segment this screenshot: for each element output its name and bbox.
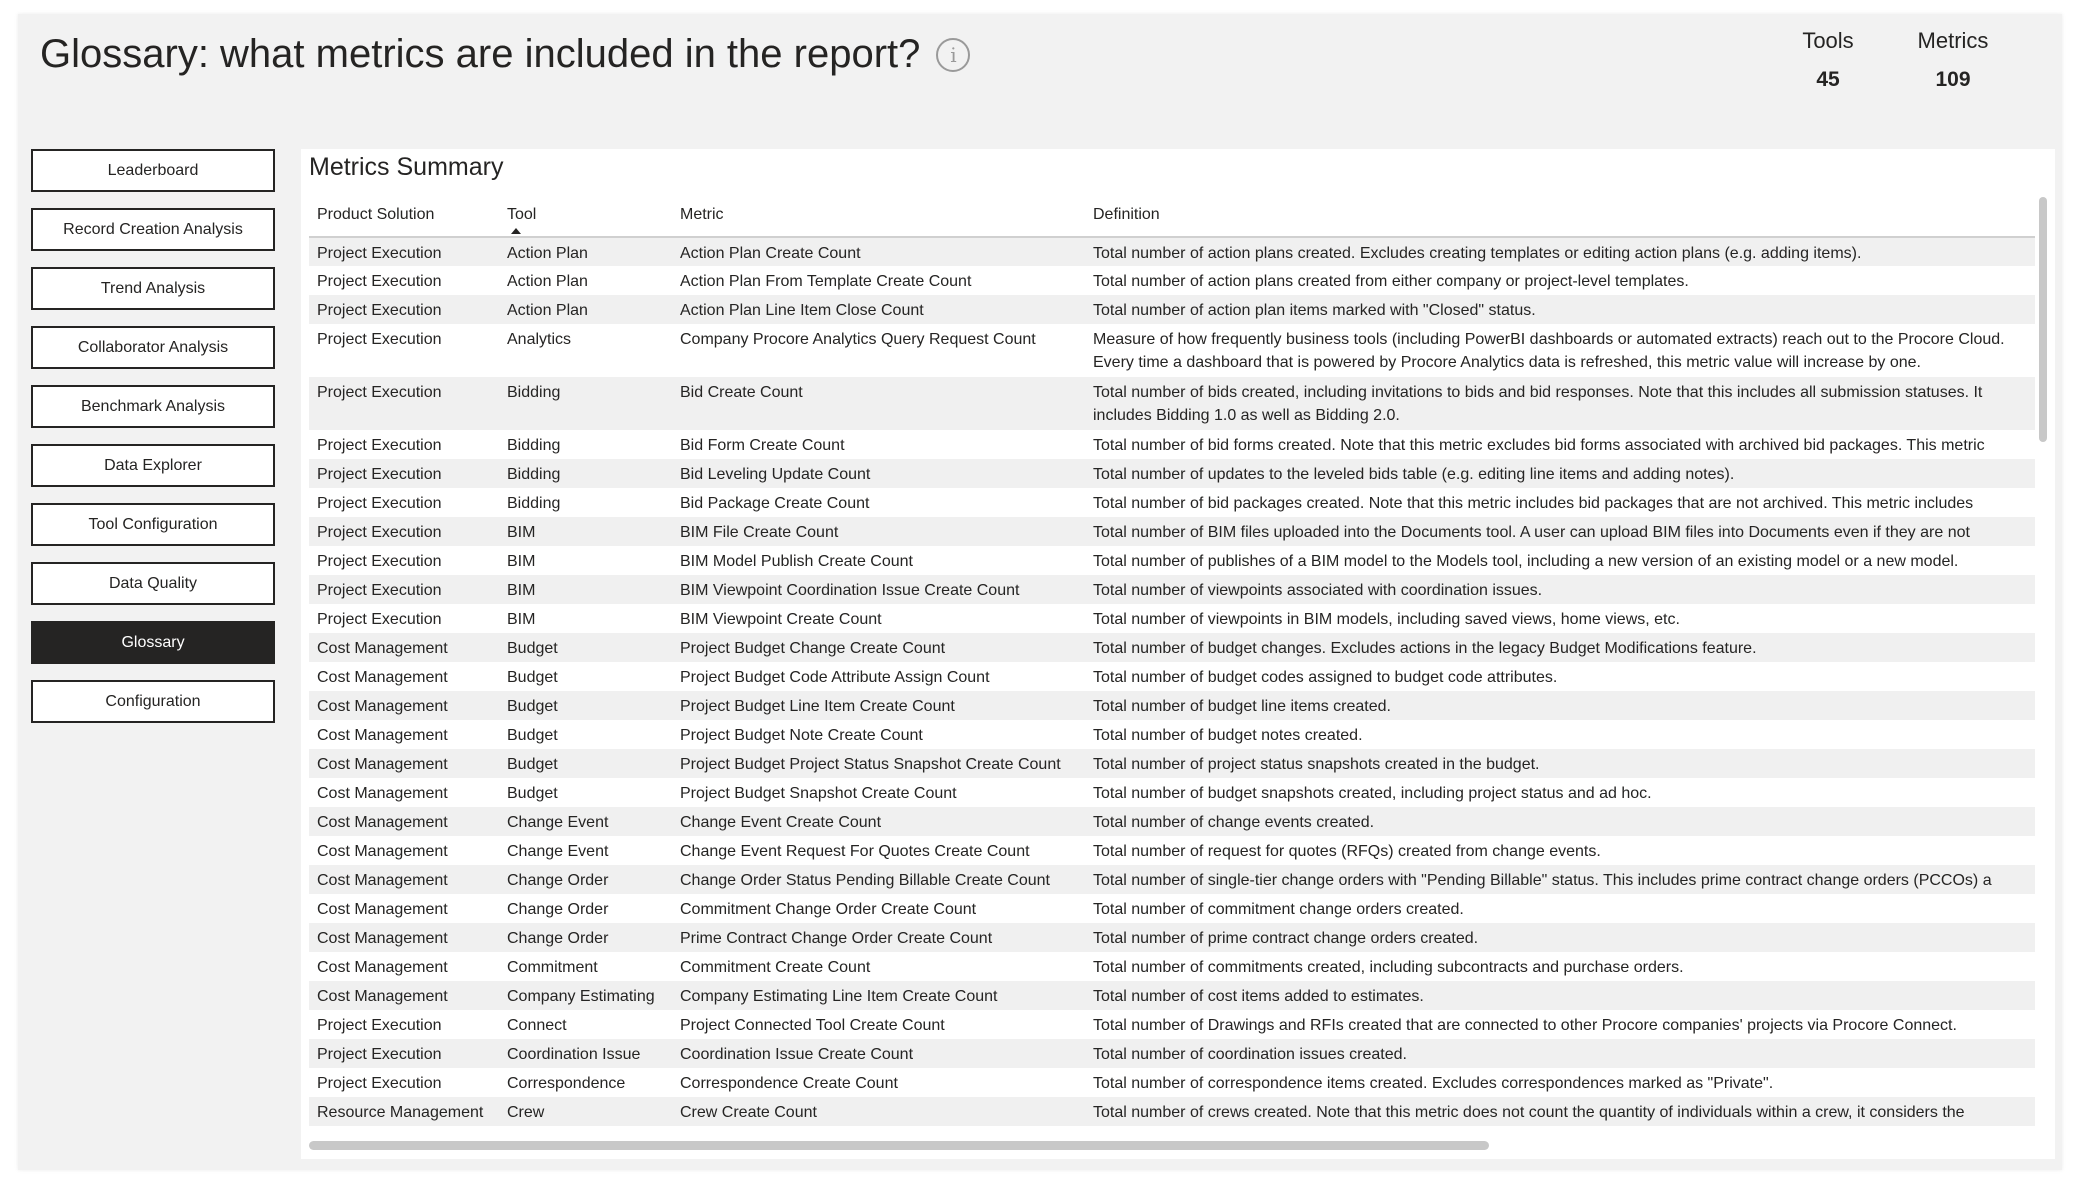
cell-product-solution: Project Execution bbox=[309, 488, 499, 517]
cell-definition bbox=[1085, 691, 2035, 720]
column-header-definition[interactable]: Definition bbox=[1085, 194, 2035, 237]
cell-product-solution: Project Execution bbox=[309, 517, 499, 546]
cell-metric: Action Plan Create Count bbox=[672, 237, 1085, 266]
report-canvas bbox=[18, 14, 2062, 1170]
cell-product-solution: Project Execution bbox=[309, 377, 499, 430]
definition-text: Total number of viewpoints associated with coordination issues. bbox=[1093, 582, 1543, 599]
definition-text: Total number of change events created. bbox=[1093, 814, 1375, 831]
cell-product-solution: Project Execution bbox=[309, 266, 499, 295]
nav-button-trend-analysis[interactable]: Trend Analysis bbox=[31, 267, 275, 310]
cell-tool: Coordination Issue bbox=[499, 1039, 672, 1068]
definition-text: Total number of bid packages created. Note that this metric includes bid packages that are not archived. This metric includes bbox=[1093, 495, 1974, 512]
table-row[interactable] bbox=[309, 430, 2035, 459]
sort-ascending-icon bbox=[511, 228, 521, 234]
metrics-table bbox=[309, 194, 2035, 1126]
page-title-text: Glossary: what metrics are included in the report? bbox=[40, 32, 921, 76]
table-row[interactable] bbox=[309, 237, 2035, 266]
cell-metric: Bid Form Create Count bbox=[672, 430, 1085, 459]
horizontal-scrollbar-thumb[interactable] bbox=[309, 1141, 1489, 1150]
cell-metric: Crew Create Count bbox=[672, 1097, 1085, 1126]
definition-text: Total number of budget line items created. bbox=[1093, 698, 1391, 715]
kpi-metrics-card bbox=[1898, 28, 2008, 92]
info-icon[interactable]: i bbox=[936, 38, 970, 72]
column-header-metric[interactable]: Metric bbox=[672, 194, 1085, 237]
cell-product-solution: Project Execution bbox=[309, 1068, 499, 1097]
cell-definition bbox=[1085, 720, 2035, 749]
horizontal-scrollbar[interactable] bbox=[309, 1139, 2035, 1151]
cell-definition bbox=[1085, 575, 2035, 604]
definition-text: Total number of prime contract change orders created. bbox=[1093, 930, 1479, 947]
cell-tool: Bidding bbox=[499, 377, 672, 430]
cell-tool: Connect bbox=[499, 1010, 672, 1039]
cell-metric: Project Connected Tool Create Count bbox=[672, 1010, 1085, 1039]
cell-product-solution: Cost Management bbox=[309, 778, 499, 807]
definition-text: Total number of crews created. Note that this metric does not count the quantity of individuals within a crew, it considers the bbox=[1093, 1104, 1965, 1121]
cell-definition bbox=[1085, 865, 2035, 894]
table-row[interactable] bbox=[309, 517, 2035, 546]
table-row[interactable] bbox=[309, 749, 2035, 778]
cell-metric: BIM Model Publish Create Count bbox=[672, 546, 1085, 575]
cell-definition bbox=[1085, 546, 2035, 575]
cell-product-solution: Project Execution bbox=[309, 459, 499, 488]
table-body bbox=[309, 237, 2035, 1126]
table-row[interactable] bbox=[309, 459, 2035, 488]
cell-metric: Project Budget Project Status Snapshot Create Count bbox=[672, 749, 1085, 778]
cell-metric: Commitment Change Order Create Count bbox=[672, 894, 1085, 923]
nav-button-data-explorer[interactable]: Data Explorer bbox=[31, 444, 275, 487]
cell-tool: Change Order bbox=[499, 923, 672, 952]
cell-metric: Coordination Issue Create Count bbox=[672, 1039, 1085, 1068]
cell-tool: Correspondence bbox=[499, 1068, 672, 1097]
cell-metric: Change Order Status Pending Billable Create Count bbox=[672, 865, 1085, 894]
cell-tool: Bidding bbox=[499, 488, 672, 517]
table-row[interactable] bbox=[309, 295, 2035, 324]
definition-text: Measure of how frequently business tools (including PowerBI dashboards or automated extracts) reach out to the Procore Cloud. Every time a dashboard that is powered by Procore Analytics data is refreshed, this metric value will increase by one. bbox=[1093, 331, 2005, 371]
definition-text: Total number of budget snapshots created, including project status and ad hoc. bbox=[1093, 785, 1652, 802]
definition-text: Total number of commitments created, including subcontracts and purchase orders. bbox=[1093, 959, 1684, 976]
cell-tool: Budget bbox=[499, 778, 672, 807]
cell-product-solution: Cost Management bbox=[309, 720, 499, 749]
cell-definition bbox=[1085, 266, 2035, 295]
table-header-row bbox=[309, 194, 2035, 237]
definition-text: Total number of project status snapshots created in the budget. bbox=[1093, 756, 1540, 773]
definition-text: Total number of Drawings and RFIs created that are connected to other Procore companies' projects via Procore Connect. bbox=[1093, 1017, 1957, 1034]
cell-metric: Change Event Request For Quotes Create Count bbox=[672, 836, 1085, 865]
kpi-tools-label: Tools bbox=[1802, 28, 1854, 53]
cell-definition bbox=[1085, 324, 2035, 377]
definition-text: Total number of bids created, including invitations to bids and bid responses. Note that this includes all submission statuses. It includes Bidding 1.0 as well as Bidding 2.0. bbox=[1093, 384, 1983, 424]
cell-tool: Budget bbox=[499, 662, 672, 691]
table-row[interactable] bbox=[309, 575, 2035, 604]
definition-text: Total number of action plans created. Excludes creating templates or editing action plans (e.g. adding items). bbox=[1093, 245, 1862, 262]
cell-tool: BIM bbox=[499, 517, 672, 546]
table-row[interactable] bbox=[309, 981, 2035, 1010]
cell-tool: Budget bbox=[499, 691, 672, 720]
column-header-product-solution[interactable]: Product Solution bbox=[309, 194, 499, 237]
cell-product-solution: Project Execution bbox=[309, 295, 499, 324]
cell-definition bbox=[1085, 836, 2035, 865]
table-row[interactable] bbox=[309, 836, 2035, 865]
cell-metric: Correspondence Create Count bbox=[672, 1068, 1085, 1097]
table-row[interactable] bbox=[309, 633, 2035, 662]
cell-product-solution: Project Execution bbox=[309, 1039, 499, 1068]
definition-text: Total number of publishes of a BIM model to the Models tool, including a new version of an existing model or a new model. bbox=[1093, 553, 1959, 570]
cell-definition bbox=[1085, 459, 2035, 488]
definition-text: Total number of bid forms created. Note that this metric excludes bid forms associated with archived bid packages. This metric bbox=[1093, 437, 1985, 454]
cell-definition bbox=[1085, 517, 2035, 546]
cell-metric: BIM Viewpoint Create Count bbox=[672, 604, 1085, 633]
table-row[interactable] bbox=[309, 923, 2035, 952]
table-row[interactable] bbox=[309, 488, 2035, 517]
cell-metric: Company Procore Analytics Query Request Count bbox=[672, 324, 1085, 377]
nav-button-collaborator-analysis[interactable]: Collaborator Analysis bbox=[31, 326, 275, 369]
cell-product-solution: Project Execution bbox=[309, 1010, 499, 1039]
definition-text: Total number of viewpoints in BIM models, including saved views, home views, etc. bbox=[1093, 611, 1680, 628]
cell-metric: Action Plan From Template Create Count bbox=[672, 266, 1085, 295]
cell-definition bbox=[1085, 488, 2035, 517]
definition-text: Total number of commitment change orders created. bbox=[1093, 901, 1464, 918]
cell-product-solution: Cost Management bbox=[309, 807, 499, 836]
cell-tool: Action Plan bbox=[499, 295, 672, 324]
navigation-menu bbox=[31, 149, 275, 739]
cell-metric: Project Budget Line Item Create Count bbox=[672, 691, 1085, 720]
cell-product-solution: Cost Management bbox=[309, 981, 499, 1010]
cell-tool: Action Plan bbox=[499, 266, 672, 295]
cell-tool: Change Order bbox=[499, 894, 672, 923]
cell-tool: Crew bbox=[499, 1097, 672, 1126]
page-title bbox=[40, 32, 970, 77]
table-row[interactable] bbox=[309, 720, 2035, 749]
cell-definition bbox=[1085, 1097, 2035, 1126]
cell-product-solution: Cost Management bbox=[309, 749, 499, 778]
table-row[interactable] bbox=[309, 1039, 2035, 1068]
cell-definition bbox=[1085, 749, 2035, 778]
cell-metric: Change Event Create Count bbox=[672, 807, 1085, 836]
cell-metric: Project Budget Snapshot Create Count bbox=[672, 778, 1085, 807]
nav-button-tool-configuration[interactable]: Tool Configuration bbox=[31, 503, 275, 546]
cell-product-solution: Cost Management bbox=[309, 923, 499, 952]
table-row[interactable] bbox=[309, 691, 2035, 720]
cell-tool: Budget bbox=[499, 720, 672, 749]
cell-tool: Budget bbox=[499, 633, 672, 662]
nav-button-configuration[interactable]: Configuration bbox=[31, 680, 275, 723]
cell-product-solution: Project Execution bbox=[309, 575, 499, 604]
table-row[interactable] bbox=[309, 1097, 2035, 1126]
definition-text: Total number of correspondence items created. Excludes correspondences marked as "Private". bbox=[1093, 1075, 1774, 1092]
vertical-scrollbar-thumb[interactable] bbox=[2039, 197, 2047, 442]
cell-tool: BIM bbox=[499, 604, 672, 633]
cell-definition bbox=[1085, 981, 2035, 1010]
cell-tool: Bidding bbox=[499, 430, 672, 459]
cell-metric: Project Budget Change Create Count bbox=[672, 633, 1085, 662]
cell-metric: Action Plan Line Item Close Count bbox=[672, 295, 1085, 324]
cell-product-solution: Resource Management bbox=[309, 1097, 499, 1126]
cell-metric: Commitment Create Count bbox=[672, 952, 1085, 981]
cell-product-solution: Project Execution bbox=[309, 546, 499, 575]
cell-metric: Bid Leveling Update Count bbox=[672, 459, 1085, 488]
kpi-metrics-label: Metrics bbox=[1917, 28, 1989, 53]
cell-tool: BIM bbox=[499, 575, 672, 604]
cell-definition bbox=[1085, 923, 2035, 952]
cell-product-solution: Cost Management bbox=[309, 952, 499, 981]
cell-metric: Project Budget Note Create Count bbox=[672, 720, 1085, 749]
definition-text: Total number of budget changes. Excludes actions in the legacy Budget Modifications feature. bbox=[1093, 640, 1757, 657]
table-row[interactable] bbox=[309, 662, 2035, 691]
cell-product-solution: Cost Management bbox=[309, 662, 499, 691]
nav-button-data-quality[interactable]: Data Quality bbox=[31, 562, 275, 605]
table-row[interactable] bbox=[309, 807, 2035, 836]
cell-product-solution: Project Execution bbox=[309, 604, 499, 633]
table-row[interactable] bbox=[309, 865, 2035, 894]
nav-button-benchmark-analysis[interactable]: Benchmark Analysis bbox=[31, 385, 275, 428]
definition-text: Total number of cost items added to estimates. bbox=[1093, 988, 1424, 1005]
cell-definition bbox=[1085, 295, 2035, 324]
table-row[interactable] bbox=[309, 778, 2035, 807]
cell-definition bbox=[1085, 662, 2035, 691]
kpi-metrics-value: 109 bbox=[1935, 68, 1971, 91]
cell-metric: Company Estimating Line Item Create Count bbox=[672, 981, 1085, 1010]
cell-tool: Action Plan bbox=[499, 237, 672, 266]
cell-product-solution: Project Execution bbox=[309, 430, 499, 459]
nav-button-leaderboard[interactable]: Leaderboard bbox=[31, 149, 275, 192]
cell-product-solution: Project Execution bbox=[309, 237, 499, 266]
table-row[interactable] bbox=[309, 324, 2035, 377]
cell-tool: Change Order bbox=[499, 865, 672, 894]
cell-tool: Change Event bbox=[499, 836, 672, 865]
cell-definition bbox=[1085, 1068, 2035, 1097]
cell-tool: Analytics bbox=[499, 324, 672, 377]
table-row[interactable] bbox=[309, 377, 2035, 430]
cell-product-solution: Cost Management bbox=[309, 836, 499, 865]
table-row[interactable] bbox=[309, 604, 2035, 633]
cell-tool: BIM bbox=[499, 546, 672, 575]
definition-text: Total number of action plan items marked with "Closed" status. bbox=[1093, 302, 1536, 319]
table-row[interactable] bbox=[309, 546, 2035, 575]
table-row[interactable] bbox=[309, 266, 2035, 295]
metrics-summary-panel bbox=[301, 149, 2055, 1159]
vertical-scrollbar[interactable] bbox=[2039, 194, 2047, 1139]
definition-text: Total number of single-tier change orders with "Pending Billable" status. This includes prime contract change orders (PCCOs) a bbox=[1093, 872, 1992, 889]
kpi-tools-value: 45 bbox=[1816, 68, 1840, 91]
definition-text: Total number of budget codes assigned to budget code attributes. bbox=[1093, 669, 1558, 686]
cell-definition bbox=[1085, 633, 2035, 662]
table-title: Metrics Summary bbox=[309, 153, 504, 181]
cell-product-solution: Cost Management bbox=[309, 894, 499, 923]
metrics-table-scroll[interactable] bbox=[309, 194, 2035, 1139]
table-row[interactable] bbox=[309, 1068, 2035, 1097]
column-header-tool[interactable] bbox=[499, 194, 672, 237]
cell-product-solution: Cost Management bbox=[309, 865, 499, 894]
cell-definition bbox=[1085, 1039, 2035, 1068]
cell-metric: Project Budget Code Attribute Assign Count bbox=[672, 662, 1085, 691]
cell-definition bbox=[1085, 807, 2035, 836]
cell-definition bbox=[1085, 1010, 2035, 1039]
table-row[interactable] bbox=[309, 894, 2035, 923]
cell-metric: BIM Viewpoint Coordination Issue Create Count bbox=[672, 575, 1085, 604]
cell-product-solution: Cost Management bbox=[309, 633, 499, 662]
cell-tool: Commitment bbox=[499, 952, 672, 981]
definition-text: Total number of updates to the leveled bids table (e.g. editing line items and adding notes). bbox=[1093, 466, 1735, 483]
kpi-tools-card bbox=[1788, 28, 1868, 92]
cell-definition bbox=[1085, 604, 2035, 633]
cell-metric: Bid Package Create Count bbox=[672, 488, 1085, 517]
column-header-tool-label: Tool bbox=[507, 206, 537, 223]
definition-text: Total number of action plans created from either company or project-level templates. bbox=[1093, 273, 1689, 290]
cell-definition bbox=[1085, 377, 2035, 430]
cell-metric: Bid Create Count bbox=[672, 377, 1085, 430]
cell-tool: Budget bbox=[499, 749, 672, 778]
table-row[interactable] bbox=[309, 952, 2035, 981]
nav-button-glossary[interactable]: Glossary bbox=[31, 621, 275, 664]
cell-tool: Change Event bbox=[499, 807, 672, 836]
table-row[interactable] bbox=[309, 1010, 2035, 1039]
cell-metric: Prime Contract Change Order Create Count bbox=[672, 923, 1085, 952]
cell-product-solution: Cost Management bbox=[309, 691, 499, 720]
cell-metric: BIM File Create Count bbox=[672, 517, 1085, 546]
cell-definition bbox=[1085, 237, 2035, 266]
cell-definition bbox=[1085, 894, 2035, 923]
nav-button-record-creation-analysis[interactable]: Record Creation Analysis bbox=[31, 208, 275, 251]
definition-text: Total number of BIM files uploaded into the Documents tool. A user can upload BIM files into Documents even if they are not bbox=[1093, 524, 1970, 541]
cell-definition bbox=[1085, 778, 2035, 807]
cell-definition bbox=[1085, 952, 2035, 981]
cell-product-solution: Project Execution bbox=[309, 324, 499, 377]
definition-text: Total number of request for quotes (RFQs) created from change events. bbox=[1093, 843, 1601, 860]
cell-tool: Company Estimating bbox=[499, 981, 672, 1010]
definition-text: Total number of budget notes created. bbox=[1093, 727, 1363, 744]
definition-text: Total number of coordination issues created. bbox=[1093, 1046, 1407, 1063]
cell-tool: Bidding bbox=[499, 459, 672, 488]
cell-definition bbox=[1085, 430, 2035, 459]
